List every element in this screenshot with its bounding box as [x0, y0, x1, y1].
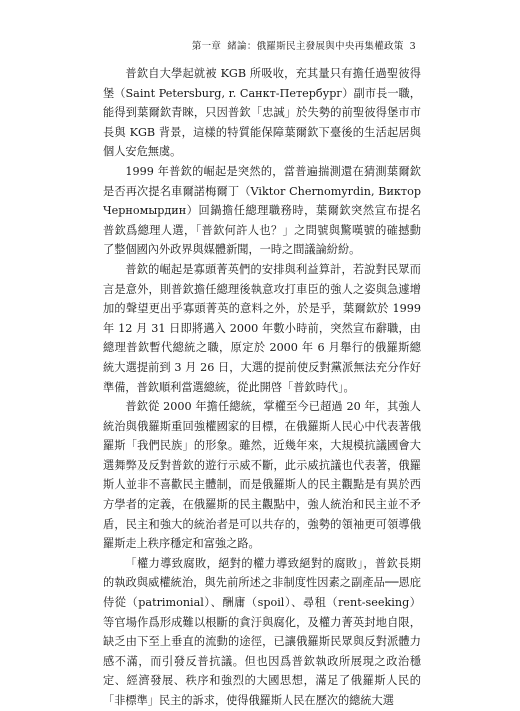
paragraph: 普欽從 2000 年擔任總統，掌權至今已超過 20 年，其強人統治與俄羅斯重回強權國家的目標，在俄羅斯人民心中代表著俄羅斯「我們民族」的形象。雖然，近幾年來，大規模抗議國會大選舞弊及反對普欽的遊行示威不斷，此示威抗議也代表著，俄羅斯人並非不喜歡民主體制，而是俄羅斯人的民主觀點是有異於西方學者的定義，在俄羅斯的民主觀點中，強人統治和民主並不矛盾，民主和強大的統治者是可以共存的，強勢的領袖更可領導俄羅斯走上秩序穩定和富強之路。 [103, 400, 421, 551]
paragraph: 普欽自大學起就被 KGB 所吸收，充其量只有擔任過聖彼得堡（Saint Petersburg, r. Санкт-Петербург）副市長一職，能得到葉爾欽青睞，只因普欽「忠誠」於失勢的前聖彼得堡市市長與 KGB 背景，這樣的特質能保障葉爾欽下臺後的生活起居與個人安危無虞。 [103, 67, 421, 159]
page-number: 3 [409, 41, 416, 52]
running-header [104, 38, 416, 52]
chapter-label: 第一章 [191, 41, 222, 52]
paragraph: 1999 年普欽的崛起是突然的，當普遍揣測還在猜測葉爾欽是否再次提名車爾諾梅爾丁（Viktor Chernomyrdin, Виктор Черномырдин）回鍋擔任總理職務時，葉爾欽突然宣布提名普欽爲總理人選，「普欽何許人也？」之問號與驚嘆號的確撼動了整個國內外政界與媒體新聞，一時之間議論紛紛。 [103, 164, 421, 257]
body-text [103, 64, 421, 711]
section-title: 緒論：俄羅斯民主發展與中央再集權政策 [227, 41, 404, 52]
paragraph: 「權力導致腐敗，絕對的權力導致絕對的腐敗」，普欽長期的執政與威權統治，與先前所述之非制度性因素之副產品──恩庇侍從（patrimonial）、酬庸（spoil）、尋租（rent-seeking）等官場作爲形成難以根斷的貪汙與腐化，及權力菁英封地自限，缺乏由下至上垂直的流動的途徑，已讓俄羅斯民眾與反對派體力感不滿，而引發反普抗議。但也因爲普欽執政所展現之政治穩定、經濟發展、秩序和強烈的大國思想，滿足了俄羅斯人民的「非標準」民主的訴求，使得俄羅斯人民在歷次的總統大選 [103, 556, 421, 707]
paragraph: 普欽的崛起是寡頭菁英們的安排與利益算計，若說對民眾而言是意外，則普欽擔任總理後執意攻打車臣的強人之姿與急遽增加的聲望更出乎寡頭菁英的意料之外，於是乎，葉爾欽於 1999 年 12 月 31 日即將邁入 2000 年數小時前，突然宣布辭職，由總理普欽暫代總統之職，原定於 2000 年 6 月舉行的俄羅斯總統大選提前到 3 月 26 日，大選的提前使反對黨派無法充分作好準備，普欽順利當選總統，從此開啓「普欽時代」。 [103, 262, 421, 394]
